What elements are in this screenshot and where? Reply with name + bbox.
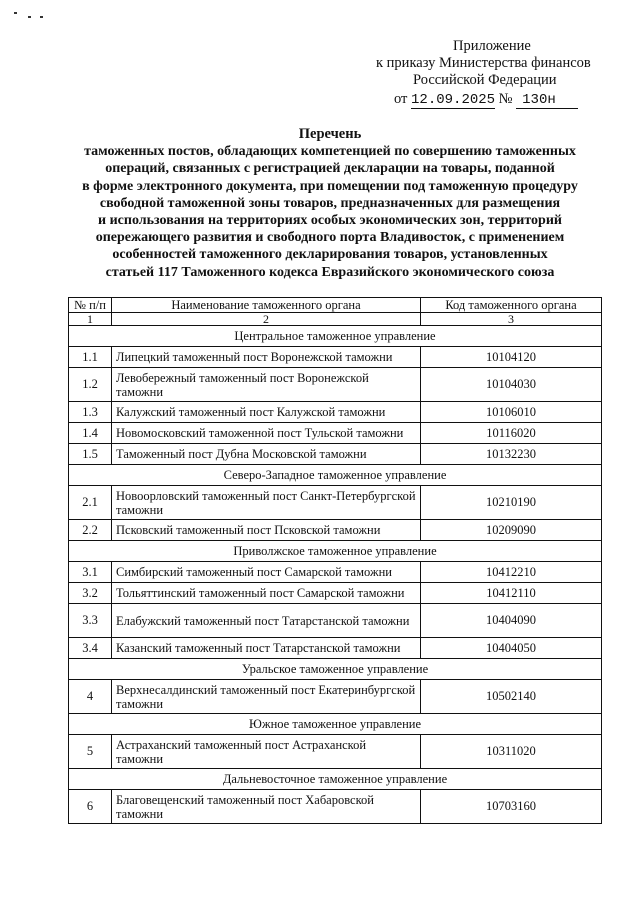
title-line: и использования на территориях особых экономических зон, территорий xyxy=(98,213,562,229)
table-row xyxy=(69,402,602,423)
number-prefix: № xyxy=(498,91,513,107)
row-number: 3.3 xyxy=(69,604,112,638)
header-code: Код таможенного органа xyxy=(421,298,602,313)
row-number: 3.4 xyxy=(69,638,112,659)
scan-speck xyxy=(28,16,31,18)
customs-code: 10104120 xyxy=(421,347,602,368)
customs-post-name: Таможенный пост Дубна Московской таможни xyxy=(112,444,421,465)
column-number: 3 xyxy=(421,313,602,326)
customs-post-name: Елабужский таможенный пост Татарстанской таможни xyxy=(112,604,421,638)
section-row xyxy=(69,541,602,562)
table-row xyxy=(69,347,602,368)
row-number: 1.1 xyxy=(69,347,112,368)
customs-post-name: Новомосковский таможенной пост Тульской таможни xyxy=(112,423,421,444)
table-header-row xyxy=(69,298,602,313)
customs-posts-table xyxy=(68,297,602,824)
order-number: 130н xyxy=(516,93,578,109)
row-number: 3.2 xyxy=(69,583,112,604)
table-row xyxy=(69,604,602,638)
customs-code: 10116020 xyxy=(421,423,602,444)
customs-post-name: Липецкий таможенный пост Воронежской таможни xyxy=(112,347,421,368)
column-numbers-row xyxy=(69,313,602,326)
customs-code: 10311020 xyxy=(421,735,602,769)
section-row xyxy=(69,465,602,486)
title-line: особенностей таможенного декларирования товаров, установленных xyxy=(112,247,548,263)
table-row xyxy=(69,368,602,402)
table-row xyxy=(69,583,602,604)
customs-code: 10132230 xyxy=(421,444,602,465)
header-num: № п/п xyxy=(69,298,112,313)
section-title: Приволжское таможенное управление xyxy=(69,541,602,562)
section-title: Центральное таможенное управление xyxy=(69,326,602,347)
row-number: 3.1 xyxy=(69,562,112,583)
table-row xyxy=(69,562,602,583)
row-number: 1.4 xyxy=(69,423,112,444)
customs-code: 10703160 xyxy=(421,790,602,824)
date-prefix: от xyxy=(394,91,408,107)
column-number: 1 xyxy=(69,313,112,326)
customs-post-name: Новоорловский таможенный пост Санкт-Петербургской таможни xyxy=(112,486,421,520)
title-line: свободной таможенной зоны товаров, предназначенных для размещения xyxy=(99,195,561,211)
table-row xyxy=(69,423,602,444)
section-title: Южное таможенное управление xyxy=(69,714,602,735)
row-number: 2.2 xyxy=(69,520,112,541)
customs-code: 10404090 xyxy=(421,604,602,638)
customs-post-name: Астраханский таможенный пост Астраханской таможни xyxy=(112,735,421,769)
table-row xyxy=(69,444,602,465)
document-title xyxy=(40,126,620,281)
column-number: 2 xyxy=(112,313,421,326)
customs-post-name: Тольяттинский таможенный пост Самарской таможни xyxy=(112,583,421,604)
customs-post-name: Псковский таможенный пост Псковской таможни xyxy=(112,520,421,541)
section-title: Уральское таможенное управление xyxy=(69,659,602,680)
row-number: 2.1 xyxy=(69,486,112,520)
title-line: в форме электронного документа, при помещении под таможенную процедуру xyxy=(82,178,578,194)
section-row xyxy=(69,769,602,790)
customs-post-name: Верхнесалдинский таможенный пост Екатеринбургской таможни xyxy=(112,680,421,714)
customs-post-name: Благовещенский таможенный пост Хабаровской таможни xyxy=(112,790,421,824)
section-row xyxy=(69,326,602,347)
customs-post-name: Левобережный таможенный пост Воронежской таможни xyxy=(112,368,421,402)
customs-code: 10209090 xyxy=(421,520,602,541)
customs-code: 10210190 xyxy=(421,486,602,520)
row-number: 5 xyxy=(69,735,112,769)
section-title: Северо-Западное таможенное управление xyxy=(69,465,602,486)
appendix-block xyxy=(360,38,630,109)
appendix-date-line xyxy=(360,91,630,109)
customs-code: 10404050 xyxy=(421,638,602,659)
table-row xyxy=(69,638,602,659)
customs-post-name: Симбирский таможенный пост Самарской таможни xyxy=(112,562,421,583)
title-heading: Перечень xyxy=(298,126,362,142)
scan-speck xyxy=(14,12,17,14)
table-row xyxy=(69,486,602,520)
section-row xyxy=(69,659,602,680)
table-row xyxy=(69,680,602,714)
title-line: опережающего развития и свободного порта Владивосток, с применением xyxy=(95,230,565,246)
customs-code: 10412110 xyxy=(421,583,602,604)
table-row xyxy=(69,735,602,769)
title-line: операций, связанных с регистрацией декларации на товары, поданной xyxy=(105,161,555,177)
row-number: 4 xyxy=(69,680,112,714)
row-number: 6 xyxy=(69,790,112,824)
table-row xyxy=(69,790,602,824)
appendix-line-1: Приложение xyxy=(453,38,531,54)
row-number: 1.2 xyxy=(69,368,112,402)
table-row xyxy=(69,520,602,541)
appendix-line-2: к приказу Министерства финансов xyxy=(376,55,591,71)
appendix-line-3: Российской Федерации xyxy=(413,72,557,88)
customs-code: 10104030 xyxy=(421,368,602,402)
customs-code: 10412210 xyxy=(421,562,602,583)
customs-code: 10106010 xyxy=(421,402,602,423)
section-row xyxy=(69,714,602,735)
customs-post-name: Калужский таможенный пост Калужской таможни xyxy=(112,402,421,423)
row-number: 1.5 xyxy=(69,444,112,465)
section-title: Дальневосточное таможенное управление xyxy=(69,769,602,790)
header-name: Наименование таможенного органа xyxy=(112,298,421,313)
customs-code: 10502140 xyxy=(421,680,602,714)
order-date: 12.09.2025 xyxy=(411,92,496,108)
title-body xyxy=(40,143,620,281)
scan-speck xyxy=(40,16,43,18)
customs-post-name: Казанский таможенный пост Татарстанской таможни xyxy=(112,638,421,659)
row-number: 1.3 xyxy=(69,402,112,423)
title-line: таможенных постов, обладающих компетенцией по совершению таможенных xyxy=(84,144,576,160)
title-line: статьей 117 Таможенного кодекса Евразийского экономического союза xyxy=(105,264,555,280)
